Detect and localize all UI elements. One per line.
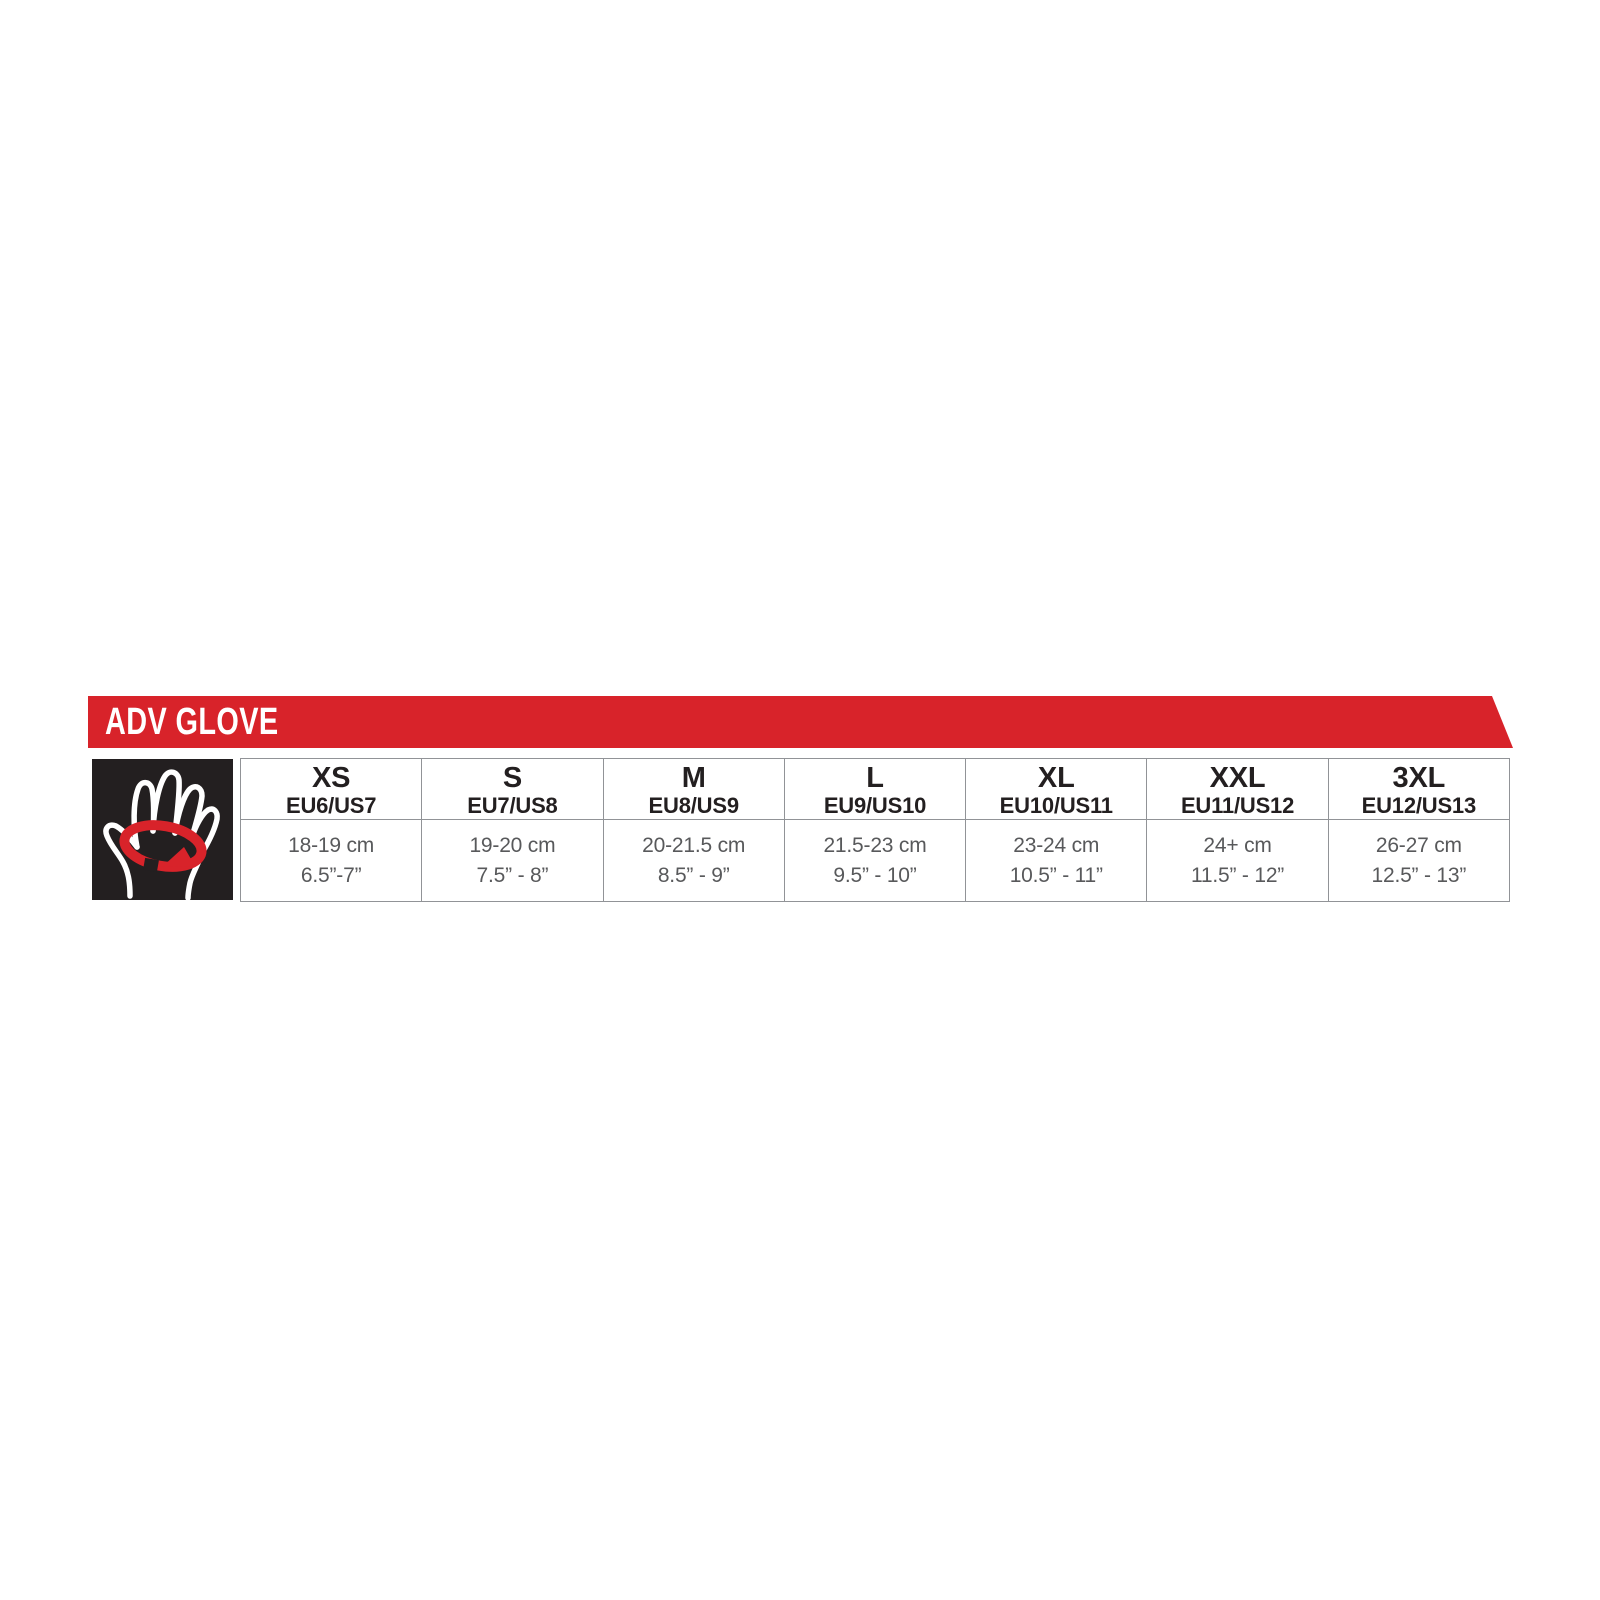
eu-us-label: EU10/US11 [999,793,1113,818]
cm-range: 23-24 cm [1013,833,1100,857]
product-banner [88,696,1492,748]
size-header-cell [604,759,784,820]
size-column-m [603,759,784,901]
hand-icon-svg [92,759,233,900]
size-column-3xl [1328,759,1509,901]
size-data-cell [422,820,602,901]
eu-us-label: EU8/US9 [648,793,739,818]
size-label: XS [311,762,351,794]
size-header-cell [1329,759,1509,820]
cm-range: 24+ cm [1203,833,1272,857]
size-header-cell [785,759,965,820]
inch-range: 6.5”-7” [300,863,362,887]
size-label: XXL [1209,762,1266,794]
inch-range: 9.5” - 10” [833,863,917,887]
inch-range: 7.5” - 8” [476,863,549,887]
size-data-cell [241,820,421,901]
size-header-cell [1147,759,1327,820]
size-chart-table [240,758,1510,902]
inch-range: 11.5” - 12” [1190,863,1285,887]
hand-palm-circumference-icon [92,759,233,900]
eu-us-label: EU12/US13 [1361,793,1477,818]
size-header-cell [241,759,421,820]
size-column-xs [241,759,421,901]
size-column-xl [965,759,1146,901]
size-label: XL [1037,762,1075,794]
size-header-cell [422,759,602,820]
size-data-cell [1147,820,1327,901]
size-data-cell [785,820,965,901]
size-header-cell [966,759,1146,820]
size-column-xxl [1146,759,1327,901]
inch-range: 10.5” - 11” [1009,863,1103,887]
cm-range: 19-20 cm [469,833,556,857]
eu-us-label: EU6/US7 [285,793,377,818]
size-data-cell [1329,820,1509,901]
size-label: M [681,762,706,794]
size-label: L [866,762,884,794]
size-data-cell [966,820,1146,901]
cm-range: 18-19 cm [288,833,375,857]
inch-range: 12.5” - 13” [1371,863,1467,887]
eu-us-label: EU9/US10 [823,793,927,818]
size-column-s [421,759,602,901]
eu-us-label: EU11/US12 [1180,793,1295,818]
cm-range: 20-21.5 cm [642,833,746,857]
product-title: ADV GLOVE [105,701,279,743]
inch-range: 8.5” - 9” [657,863,730,887]
size-data-cell [604,820,784,901]
size-column-l [784,759,965,901]
size-label: 3XL [1392,762,1446,794]
cm-range: 21.5-23 cm [823,833,927,857]
eu-us-label: EU7/US8 [467,793,558,818]
cm-range: 26-27 cm [1375,833,1462,857]
size-label: S [502,762,522,794]
